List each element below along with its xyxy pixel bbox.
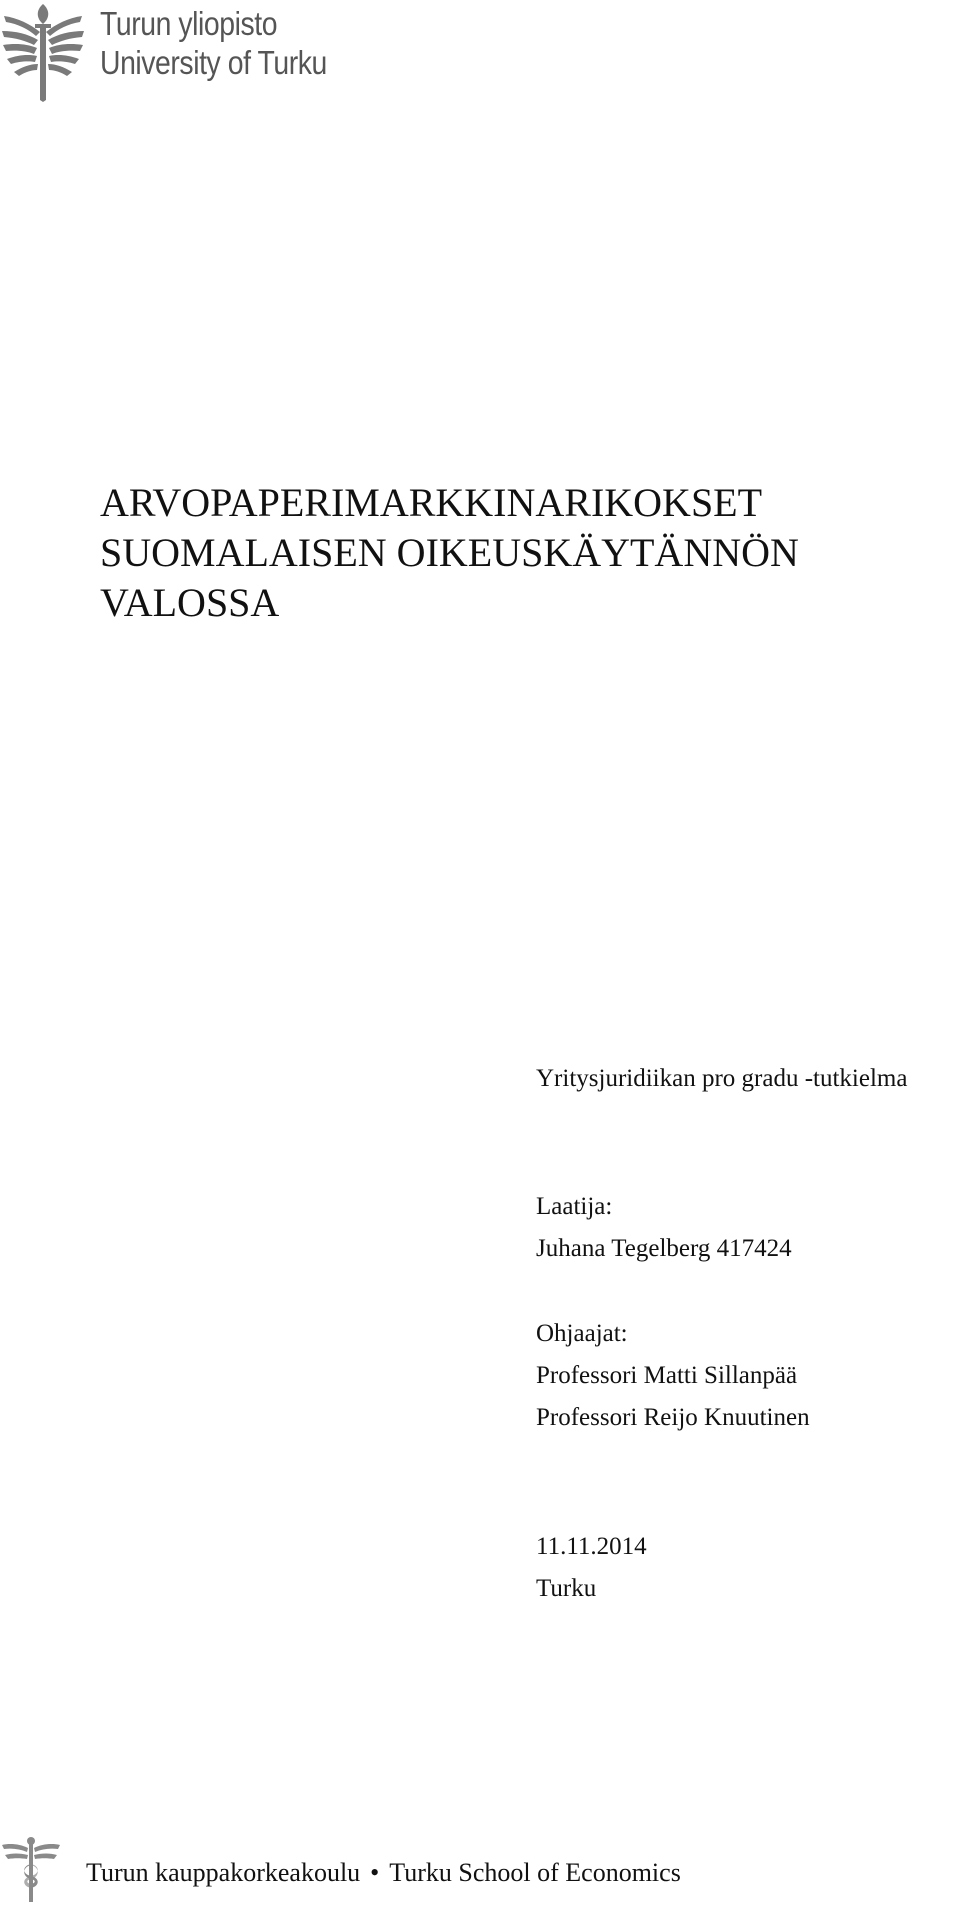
school-name-finnish: Turun kauppakorkeakoulu bbox=[86, 1858, 361, 1887]
author-block bbox=[536, 1186, 792, 1270]
submission-place: Turku bbox=[536, 1575, 597, 1602]
advisors-label: Ohjaajat: bbox=[536, 1320, 628, 1347]
thesis-type: Yritysjuridiikan pro gradu -tutkielma bbox=[536, 1065, 908, 1092]
school-emblem-icon bbox=[0, 1836, 62, 1902]
date-place-block bbox=[536, 1526, 647, 1610]
advisor-1: Professori Matti Sillanpää bbox=[536, 1362, 798, 1389]
university-emblem-icon bbox=[0, 2, 86, 102]
thesis-title-line-2: SUOMALAISEN OIKEUSKÄYTÄNNÖN bbox=[100, 530, 799, 575]
thesis-title-line-3: VALOSSA bbox=[100, 580, 280, 625]
thesis-type-block bbox=[536, 1058, 907, 1100]
submission-date: 11.11.2014 bbox=[536, 1533, 647, 1560]
author-name: Juhana Tegelberg 417424 bbox=[536, 1235, 792, 1262]
thesis-title bbox=[100, 478, 940, 628]
advisors-block bbox=[536, 1313, 810, 1439]
university-name-finnish: Turun yliopisto bbox=[100, 5, 278, 42]
thesis-title-line-1: ARVOPAPERIMARKKINARIKOKSET bbox=[100, 480, 763, 525]
author-label: Laatija: bbox=[536, 1193, 613, 1220]
school-name-english: Turku School of Economics bbox=[389, 1858, 681, 1887]
footer-text bbox=[86, 1858, 681, 1888]
footer-separator: • bbox=[370, 1858, 380, 1887]
university-name-english: University of Turku bbox=[100, 44, 327, 81]
university-logo bbox=[0, 0, 360, 105]
footer bbox=[0, 1836, 960, 1906]
university-name bbox=[100, 4, 327, 82]
advisor-2: Professori Reijo Knuutinen bbox=[536, 1404, 810, 1431]
